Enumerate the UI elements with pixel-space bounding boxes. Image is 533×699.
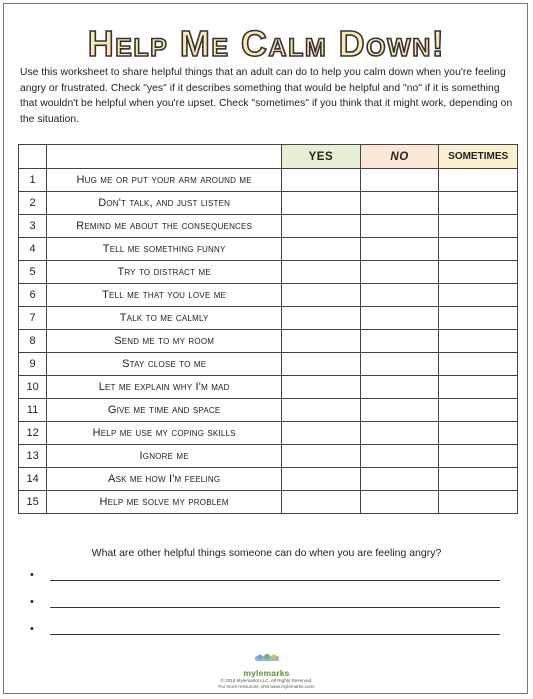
checkbox-cell-sometimes[interactable] bbox=[439, 169, 518, 192]
row-item-text: Help me solve my problem bbox=[47, 491, 282, 514]
checkbox-cell-yes[interactable] bbox=[282, 261, 361, 284]
checkbox-cell-sometimes[interactable] bbox=[439, 376, 518, 399]
row-item-text: Don't talk, and just listen bbox=[47, 192, 282, 215]
table-row bbox=[19, 215, 518, 238]
checkbox-cell-yes[interactable] bbox=[282, 238, 361, 261]
row-number: 6 bbox=[19, 284, 47, 307]
write-line-3 bbox=[50, 634, 500, 635]
checkbox-cell-sometimes[interactable] bbox=[439, 468, 518, 491]
table-row bbox=[19, 468, 518, 491]
table-row bbox=[19, 491, 518, 514]
header-sometimes: SOMETIMES bbox=[439, 145, 518, 169]
worksheet-page bbox=[3, 3, 528, 694]
bullet-3: • bbox=[30, 623, 34, 635]
checkbox-cell-no[interactable] bbox=[360, 192, 439, 215]
checkbox-cell-no[interactable] bbox=[360, 353, 439, 376]
row-number: 4 bbox=[19, 238, 47, 261]
checkbox-cell-no[interactable] bbox=[360, 261, 439, 284]
checkbox-cell-sometimes[interactable] bbox=[439, 445, 518, 468]
checkbox-cell-yes[interactable] bbox=[282, 399, 361, 422]
table-row bbox=[19, 353, 518, 376]
checkbox-cell-sometimes[interactable] bbox=[439, 192, 518, 215]
row-number: 2 bbox=[19, 192, 47, 215]
checkbox-cell-sometimes[interactable] bbox=[439, 284, 518, 307]
table-row bbox=[19, 284, 518, 307]
checkbox-cell-sometimes[interactable] bbox=[439, 491, 518, 514]
checkbox-cell-no[interactable] bbox=[360, 445, 439, 468]
table-row bbox=[19, 422, 518, 445]
checkbox-cell-no[interactable] bbox=[360, 376, 439, 399]
header-blank-item bbox=[47, 145, 282, 169]
checkbox-cell-no[interactable] bbox=[360, 215, 439, 238]
row-item-text: Send me to my room bbox=[47, 330, 282, 353]
bullet-2: • bbox=[30, 596, 34, 608]
checkbox-cell-no[interactable] bbox=[360, 238, 439, 261]
row-item-text: Help me use my coping skills bbox=[47, 422, 282, 445]
table-row bbox=[19, 169, 518, 192]
resources-link[interactable]: For more resources, visit www.mylemarks.com! bbox=[218, 684, 315, 689]
title-banner bbox=[4, 20, 529, 66]
table-row bbox=[19, 399, 518, 422]
checkbox-cell-yes[interactable] bbox=[282, 169, 361, 192]
row-number: 10 bbox=[19, 376, 47, 399]
row-item-text: Give me time and space bbox=[47, 399, 282, 422]
checkbox-cell-yes[interactable] bbox=[282, 422, 361, 445]
checkbox-cell-sometimes[interactable] bbox=[439, 261, 518, 284]
table-row bbox=[19, 445, 518, 468]
checkbox-cell-no[interactable] bbox=[360, 169, 439, 192]
row-number: 8 bbox=[19, 330, 47, 353]
header-blank-num bbox=[19, 145, 47, 169]
instructions-text: Use this worksheet to share helpful things that an adult can do to help you calm down when you're feeling angry or frustrated. Check "yes" if it describes something that would be helpful and "no" if it is something that wouldn't be helpful when you're upset. Check "sometimes" if you think that it might work, depending on the situation. bbox=[20, 67, 513, 126]
checkbox-cell-no[interactable] bbox=[360, 468, 439, 491]
row-number: 13 bbox=[19, 445, 47, 468]
row-item-text: Tell me that you love me bbox=[47, 284, 282, 307]
row-number: 1 bbox=[19, 169, 47, 192]
checkbox-cell-sometimes[interactable] bbox=[439, 238, 518, 261]
row-item-text: Ignore me bbox=[47, 445, 282, 468]
checkbox-cell-yes[interactable] bbox=[282, 330, 361, 353]
checkbox-cell-yes[interactable] bbox=[282, 192, 361, 215]
write-line-2 bbox=[50, 607, 500, 608]
checkbox-cell-sometimes[interactable] bbox=[439, 353, 518, 376]
table-row bbox=[19, 238, 518, 261]
checkbox-cell-yes[interactable] bbox=[282, 491, 361, 514]
checkbox-cell-yes[interactable] bbox=[282, 468, 361, 491]
footer bbox=[4, 650, 529, 690]
row-number: 5 bbox=[19, 261, 47, 284]
checkbox-cell-sometimes[interactable] bbox=[439, 399, 518, 422]
checkbox-cell-sometimes[interactable] bbox=[439, 215, 518, 238]
title-graphic bbox=[4, 20, 529, 66]
row-item-text: Talk to me calmly bbox=[47, 307, 282, 330]
row-item-text: Try to distract me bbox=[47, 261, 282, 284]
table-row bbox=[19, 192, 518, 215]
table-row bbox=[19, 307, 518, 330]
row-item-text: Stay close to me bbox=[47, 353, 282, 376]
copyright-text: © 2018 Mylemarks LLC. All Rights Reserved. bbox=[220, 678, 313, 683]
row-number: 9 bbox=[19, 353, 47, 376]
checkbox-cell-yes[interactable] bbox=[282, 353, 361, 376]
calm-down-checklist-table bbox=[18, 144, 518, 514]
checkbox-cell-no[interactable] bbox=[360, 422, 439, 445]
row-item-text: Remind me about the consequences bbox=[47, 215, 282, 238]
checkbox-cell-no[interactable] bbox=[360, 284, 439, 307]
checkbox-cell-yes[interactable] bbox=[282, 445, 361, 468]
row-number: 11 bbox=[19, 399, 47, 422]
row-item-text: Hug me or put your arm around me bbox=[47, 169, 282, 192]
row-number: 15 bbox=[19, 491, 47, 514]
table-row bbox=[19, 261, 518, 284]
write-line-1 bbox=[50, 580, 500, 581]
answer-line-1[interactable] bbox=[30, 569, 500, 583]
row-number: 12 bbox=[19, 422, 47, 445]
open-question: What are other helpful things someone can do when you are feeling angry? bbox=[91, 547, 442, 559]
page-title: Help Me Calm Down! bbox=[87, 23, 446, 64]
header-no: NO bbox=[360, 145, 439, 169]
brand-name: mylemarks bbox=[243, 668, 290, 678]
checkbox-cell-yes[interactable] bbox=[282, 376, 361, 399]
row-item-text: Ask me how I'm feeling bbox=[47, 468, 282, 491]
table-row bbox=[19, 376, 518, 399]
row-number: 7 bbox=[19, 307, 47, 330]
answer-line-3[interactable] bbox=[30, 623, 500, 637]
row-number: 14 bbox=[19, 468, 47, 491]
table-body bbox=[19, 169, 518, 514]
checkbox-cell-sometimes[interactable] bbox=[439, 330, 518, 353]
checkbox-cell-no[interactable] bbox=[360, 491, 439, 514]
table-header-row bbox=[19, 145, 518, 169]
checkbox-cell-no[interactable] bbox=[360, 330, 439, 353]
row-item-text: Let me explain why I'm mad bbox=[47, 376, 282, 399]
bullet-1: • bbox=[30, 569, 34, 581]
answer-line-2[interactable] bbox=[30, 596, 500, 610]
checkbox-cell-no[interactable] bbox=[360, 307, 439, 330]
mylemarks-logo-icon bbox=[254, 653, 280, 663]
checkbox-cell-yes[interactable] bbox=[282, 307, 361, 330]
checkbox-cell-yes[interactable] bbox=[282, 284, 361, 307]
header-yes: YES bbox=[282, 145, 361, 169]
checkbox-cell-yes[interactable] bbox=[282, 215, 361, 238]
row-number: 3 bbox=[19, 215, 47, 238]
checkbox-cell-sometimes[interactable] bbox=[439, 307, 518, 330]
checkbox-cell-no[interactable] bbox=[360, 399, 439, 422]
table-row bbox=[19, 330, 518, 353]
checkbox-cell-sometimes[interactable] bbox=[439, 422, 518, 445]
row-item-text: Tell me something funny bbox=[47, 238, 282, 261]
